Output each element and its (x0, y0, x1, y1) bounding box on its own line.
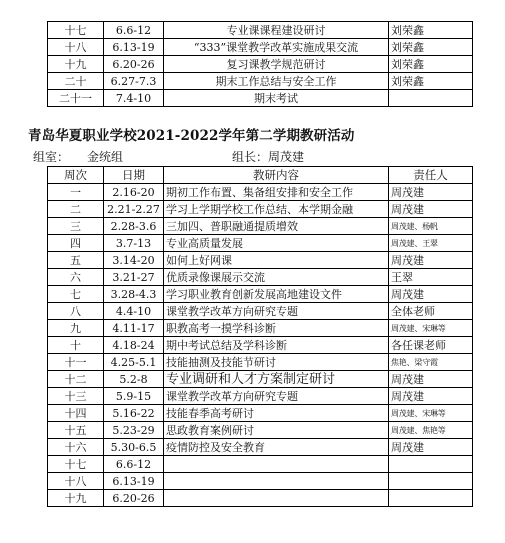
content-cell: “333”课堂教学改革实施成果交流 (164, 39, 389, 56)
content-cell: 三加四、普职融通提质增效 (164, 218, 389, 235)
person-cell: 各任课老师 (389, 337, 473, 354)
content-cell: 如何上好网课 (164, 252, 389, 269)
header-date: 日期 (104, 167, 164, 184)
person-cell: 周茂建、王翠 (389, 235, 473, 252)
content-cell: 专业调研和人才方案制定研讨 (164, 371, 389, 388)
person-cell: 周茂建 (389, 201, 473, 218)
header-week: 周次 (48, 167, 104, 184)
week-cell: 九 (48, 320, 104, 337)
content-cell: 期末工作总结与安全工作 (164, 73, 389, 90)
table-row (48, 405, 473, 422)
content-cell: 期末考试 (164, 90, 389, 107)
date-cell: 6.27-7.3 (104, 73, 164, 90)
person-cell (389, 473, 473, 490)
table-row (48, 371, 473, 388)
week-cell: 十一 (48, 354, 104, 371)
person-cell: 刘荣鑫 (389, 73, 473, 90)
week-cell: 十八 (48, 39, 104, 56)
table-row (48, 337, 473, 354)
table-row (48, 73, 473, 90)
content-cell: 技能春季高考研讨 (164, 405, 389, 422)
content-cell (164, 456, 389, 473)
content-cell (164, 490, 389, 507)
date-cell: 4.4-10 (104, 303, 164, 320)
week-cell: 二 (48, 201, 104, 218)
date-cell: 2.16-20 (104, 184, 164, 201)
table-row (48, 490, 473, 507)
person-cell: 焦艳、梁守霞 (389, 354, 473, 371)
content-cell: 学习职业教育创新发展高地建设文件 (164, 286, 389, 303)
person-cell: 周茂建、杨帆 (389, 218, 473, 235)
group-label: 组室： (33, 150, 70, 164)
person-cell: 刘荣鑫 (389, 39, 473, 56)
table-row (48, 354, 473, 371)
content-cell: 技能抽测及技能节研讨 (164, 354, 389, 371)
date-cell: 6.6-12 (104, 456, 164, 473)
content-cell: 复习课教学规范研讨 (164, 56, 389, 73)
date-cell: 6.20-26 (104, 56, 164, 73)
previous-schedule-table (47, 21, 473, 107)
date-cell: 2.28-3.6 (104, 218, 164, 235)
date-cell: 6.13-19 (104, 39, 164, 56)
week-cell: 十四 (48, 405, 104, 422)
week-cell: 二十一 (48, 90, 104, 107)
person-cell: 周茂建 (389, 439, 473, 456)
week-cell: 十五 (48, 422, 104, 439)
table-row (48, 184, 473, 201)
person-cell: 周茂建 (389, 388, 473, 405)
date-cell: 4.18-24 (104, 337, 164, 354)
person-cell: 周茂建、宋琳等 (389, 405, 473, 422)
table-row (48, 218, 473, 235)
table-row (48, 56, 473, 73)
content-cell: 期初工作布置、集备组安排和安全工作 (164, 184, 389, 201)
content-cell: 职教高考一摸学科诊断 (164, 320, 389, 337)
week-cell: 十 (48, 337, 104, 354)
table-row (48, 90, 473, 107)
content-cell: 疫情防控及安全教育 (164, 439, 389, 456)
date-cell: 5.23-29 (104, 422, 164, 439)
page-title: 青岛华夏职业学校2021-2022学年第二学期教研活动 (28, 128, 355, 144)
date-cell: 5.16-22 (104, 405, 164, 422)
header-person: 责任人 (389, 167, 473, 184)
week-cell: 五 (48, 252, 104, 269)
date-cell: 4.25-5.1 (104, 354, 164, 371)
person-cell (389, 90, 473, 107)
week-cell: 十三 (48, 388, 104, 405)
date-cell: 2.21-2.27 (104, 201, 164, 218)
table-row (48, 39, 473, 56)
week-cell: 十七 (48, 22, 104, 39)
date-cell: 7.4-10 (104, 90, 164, 107)
week-cell: 二十 (48, 73, 104, 90)
content-cell: 期中考试总结及学科诊断 (164, 337, 389, 354)
person-cell: 周茂建 (389, 252, 473, 269)
research-schedule-table (47, 166, 473, 507)
table-row (48, 422, 473, 439)
table-row (48, 320, 473, 337)
content-cell: 专业高质量发展 (164, 235, 389, 252)
week-cell: 十九 (48, 490, 104, 507)
header-content: 教研内容 (164, 167, 389, 184)
person-cell: 周茂建 (389, 184, 473, 201)
table-row (48, 235, 473, 252)
date-cell: 5.30-6.5 (104, 439, 164, 456)
date-cell: 4.11-17 (104, 320, 164, 337)
date-cell: 3.28-4.3 (104, 286, 164, 303)
week-cell: 八 (48, 303, 104, 320)
week-cell: 七 (48, 286, 104, 303)
table-row (48, 473, 473, 490)
person-cell: 周茂建、焦艳等 (389, 422, 473, 439)
week-cell: 十七 (48, 456, 104, 473)
date-cell: 5.2-8 (104, 371, 164, 388)
table-row (48, 269, 473, 286)
content-cell (164, 473, 389, 490)
person-cell: 周茂建 (389, 371, 473, 388)
date-cell: 3.21-27 (104, 269, 164, 286)
person-cell: 周茂建 (389, 286, 473, 303)
person-cell (389, 456, 473, 473)
week-cell: 三 (48, 218, 104, 235)
table-row (48, 286, 473, 303)
person-cell: 刘荣鑫 (389, 56, 473, 73)
table-row (48, 439, 473, 456)
person-cell: 周茂建、宋琳等 (389, 320, 473, 337)
table-row (48, 456, 473, 473)
week-cell: 六 (48, 269, 104, 286)
content-cell: 思政教育案例研讨 (164, 422, 389, 439)
table-row (48, 201, 473, 218)
date-cell: 6.13-19 (104, 473, 164, 490)
group-name: 金统组 (87, 150, 124, 164)
date-cell: 6.20-26 (104, 490, 164, 507)
week-cell: 十九 (48, 56, 104, 73)
week-cell: 十八 (48, 473, 104, 490)
table-row (48, 252, 473, 269)
week-cell: 十六 (48, 439, 104, 456)
week-cell: 四 (48, 235, 104, 252)
table-row (48, 303, 473, 320)
content-cell: 课堂教学改革方向研究专题 (164, 303, 389, 320)
table-row (48, 388, 473, 405)
person-cell: 全体老师 (389, 303, 473, 320)
week-cell: 一 (48, 184, 104, 201)
date-cell: 6.6-12 (104, 22, 164, 39)
table-row (48, 22, 473, 39)
date-cell: 5.9-15 (104, 388, 164, 405)
table-header (48, 167, 473, 184)
date-cell: 3.14-20 (104, 252, 164, 269)
date-cell: 3.7-13 (104, 235, 164, 252)
content-cell: 学习上学期学校工作总结、本学期金融 (164, 201, 389, 218)
week-cell: 十二 (48, 371, 104, 388)
content-cell: 课堂教学改革方向研究专题 (164, 388, 389, 405)
person-cell: 王翠 (389, 269, 473, 286)
content-cell: 优质录像课展示交流 (164, 269, 389, 286)
content-cell: 专业课课程建设研讨 (164, 22, 389, 39)
person-cell: 刘荣鑫 (389, 22, 473, 39)
person-cell (389, 490, 473, 507)
leader-label: 组长：周茂建 (232, 150, 305, 164)
